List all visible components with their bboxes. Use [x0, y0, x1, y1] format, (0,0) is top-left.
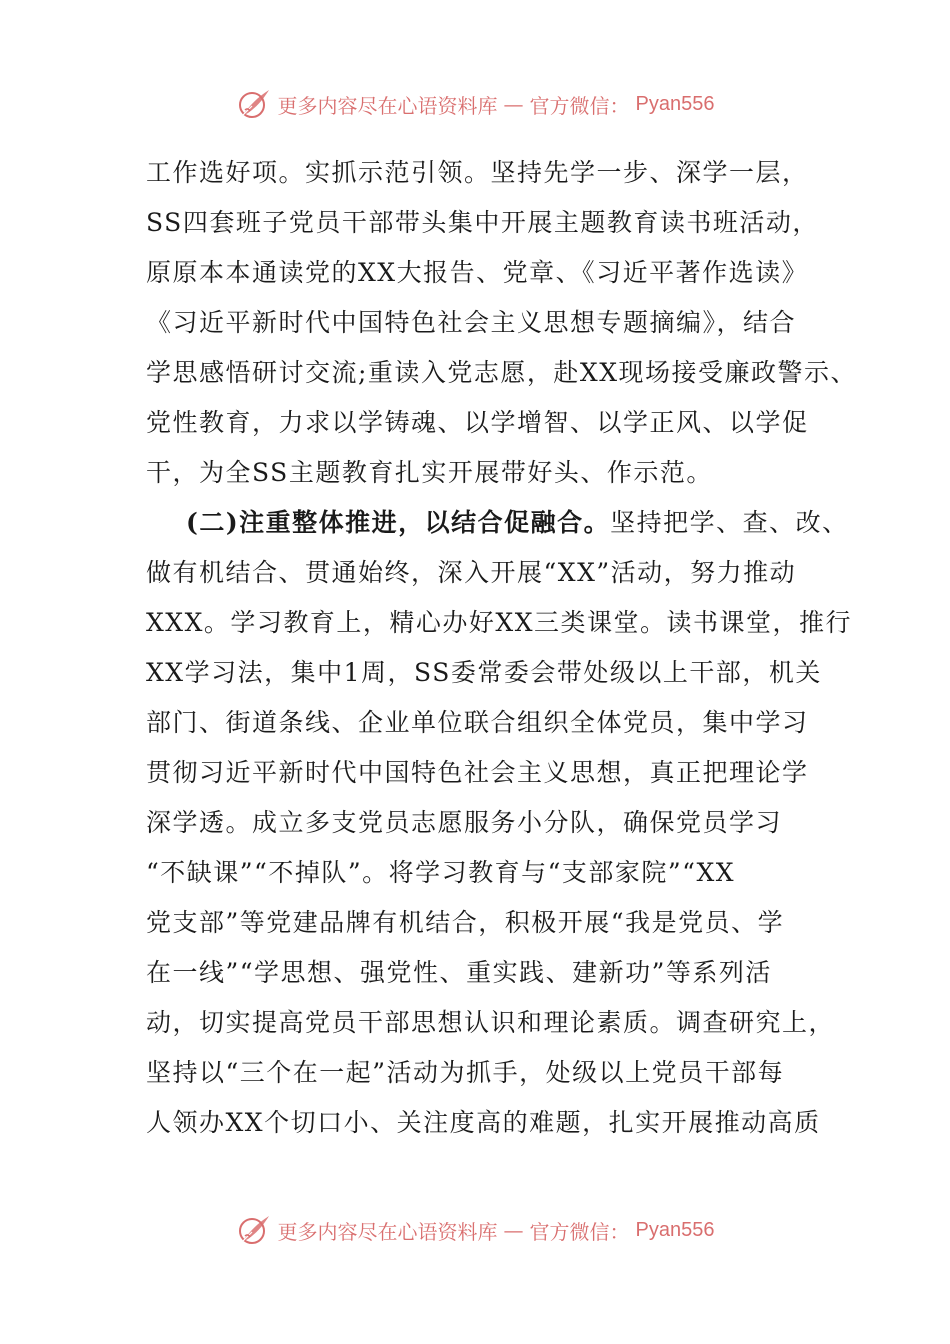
body-line: XXX。学习教育上，精心办好XX三类课堂。读书课堂，推行: [146, 608, 852, 637]
body-line: 工作选好项。实抓示范引领。坚持先学一步、深学一层，: [146, 158, 809, 187]
footer-separator: —: [503, 1218, 524, 1242]
body-line: 党性教育，力求以学铸魂、以学增智、以学正风、以学促: [146, 408, 809, 437]
body-line: 党支部”等党建品牌有机结合，积极开展“我是党员、学: [146, 908, 785, 937]
header-wechat-label: 官方微信：: [529, 93, 630, 118]
footer-wechat-label: 官方微信：: [529, 1219, 630, 1244]
section-heading-line: [146, 498, 849, 548]
body-line: XX学习法，集中1周，SS委常委会带处级以上干部，机关: [146, 658, 822, 687]
body-line: 坚持以“三个在一起”活动为抓手，处级以上党员干部每: [146, 1058, 785, 1087]
footer-watermark: [0, 1210, 950, 1250]
body-line: 深学透。成立多支党员志愿服务小分队，确保党员学习: [146, 808, 783, 837]
body-line: 部门、街道条线、企业单位联合组织全体党员，集中学习: [146, 708, 809, 737]
body-line: 人领办XX个切口小、关注度高的难题，扎实开展推动高质: [146, 1108, 821, 1137]
body-line: 干，为全SS主题教育扎实开展带好头、作示范。: [146, 458, 713, 487]
section-heading-continuation: 坚持把学、查、改、: [610, 508, 849, 537]
body-line: 原原本本通读党的XX大报告、党章、《习近平著作选读》: [146, 258, 809, 287]
body-line: 在一线”“学思想、强党性、重实践、建新功”等系列活: [146, 958, 772, 987]
body-line: 动，切实提高党员干部思想认识和理论素质。调查研究上，: [146, 1008, 836, 1037]
section-heading: (二)注重整体推进，以结合促融合。: [186, 508, 611, 537]
body-line: 做有机结合、贯通始终，深入开展“XX”活动，努力推动: [146, 558, 797, 587]
footer-wechat-id: Pyan556: [635, 1218, 715, 1241]
quill-logo-icon: [236, 1212, 272, 1248]
body-line: 贯彻习近平新时代中国特色社会主义思想，真正把理论学: [146, 758, 809, 787]
footer-brand-text: 更多内容尽在心语资料库: [277, 1219, 498, 1244]
header-brand-text: 更多内容尽在心语资料库: [277, 93, 498, 118]
header-separator: —: [503, 92, 524, 116]
document-body: [146, 148, 858, 1148]
quill-logo-icon: [236, 86, 272, 122]
body-line: “不缺课”“不掉队”。将学习教育与“支部家院”“XX: [146, 858, 736, 887]
body-line: 《习近平新时代中国特色社会主义思想专题摘编》，结合: [146, 308, 797, 337]
header-watermark: [0, 84, 950, 124]
header-wechat-id: Pyan556: [635, 92, 715, 115]
body-line: 学思感悟研讨交流;重读入党志愿，赴XX现场接受廉政警示、: [146, 358, 858, 387]
body-line: SS四套班子党员干部带头集中开展主题教育读书班活动，: [146, 208, 819, 237]
